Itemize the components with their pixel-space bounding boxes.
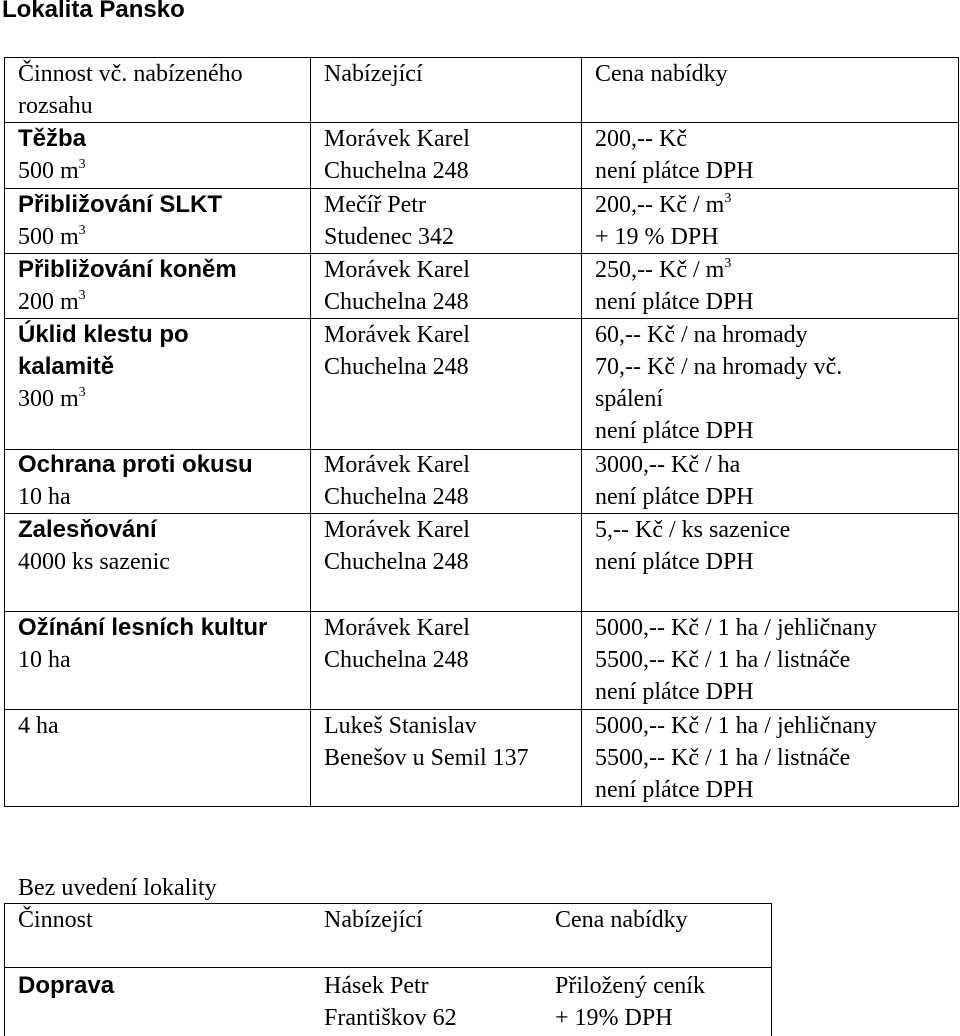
table-border [4, 967, 772, 968]
table-header-price: Cena nabídky [555, 907, 688, 933]
table-border [958, 57, 959, 807]
table-header-activity: Činnost vč. nabízeného rozsahu [18, 61, 243, 119]
table-row-price: 5000,-- Kč / 1 ha / jehličnany 5500,-- Kč / 1 ha / listnáče není plátce DPH [595, 713, 877, 803]
table-row-activity: Přibližování koněm 200 $m^3$ [18, 256, 237, 315]
table-border [4, 806, 958, 807]
table-row-activity: 4 ha [18, 713, 59, 739]
table-row-activity: Doprava [18, 972, 115, 999]
table-row-bidder: Morávek Karel Chuchelna 248 [324, 517, 470, 575]
section-title: Bez uvedení lokality [18, 875, 217, 901]
table-row-bidder: Morávek Karel Chuchelna 248 [324, 615, 470, 673]
table-row-activity: Ochrana proti okusu 10 ha [18, 451, 253, 510]
table-row-bidder: Morávek Karel Chuchelna 248 [324, 322, 470, 380]
table-row-price: 5,-- Kč / ks sazenice není plátce DPH [595, 517, 791, 575]
table-row-bidder: Mečíř Petr Studenec 342 [324, 192, 454, 250]
table-row-price: 5000,-- Kč / 1 ha / jehličnany 5500,-- Kč / 1 ha / listnáče není plátce DPH [595, 615, 877, 705]
table-border [581, 57, 582, 807]
table-row-price: 250,-- Kč / $m^3$ není plátce DPH [595, 256, 754, 315]
table-row-price: 60,-- Kč / na hromady 70,-- Kč / na hromady vč. spálení není plátce DPH [595, 322, 843, 444]
table-header-price: Cena nabídky [595, 61, 728, 87]
table-row-bidder: Lukeš Stanislav Benešov u Semil 137 [324, 713, 529, 771]
table-row-activity: Ožínání lesních kultur 10 ha [18, 614, 268, 673]
table-border [4, 903, 5, 1036]
table-header-bidder: Nabízející [324, 907, 423, 933]
table-border [4, 122, 958, 123]
table-row-bidder: Morávek Karel Chuchelna 248 [324, 257, 470, 315]
table-border [4, 57, 5, 807]
table-row-price: 3000,-- Kč / ha není plátce DPH [595, 452, 754, 510]
table-row-bidder: Morávek Karel Chuchelna 248 [324, 126, 470, 184]
table-border [771, 903, 772, 1036]
table-row-price: 200,-- Kč není plátce DPH [595, 126, 754, 184]
table-header-activity: Činnost [18, 907, 93, 933]
table-row-price: Přiložený ceník + 19% DPH [555, 973, 705, 1031]
table-row-activity: Přibližování SLKT 500 $m^3$ [18, 191, 223, 250]
table-row-price: 200,-- Kč / $m^3$ + 19 % DPH [595, 191, 732, 250]
table-header-bidder: Nabízející [324, 61, 423, 87]
table-row-bidder: Morávek Karel Chuchelna 248 [324, 452, 470, 510]
table-row-activity: Těžba 500 $m^3$ [18, 125, 87, 184]
page-title: Lokalita Pansko [2, 0, 185, 23]
table-row-activity: Úklid klestu po kalamitě 300 $m^3$ [18, 321, 189, 412]
table-border [310, 57, 311, 807]
table-row-activity: Zalesňování 4000 ks sazenic [18, 516, 170, 575]
table-row-bidder: Hásek Petr Františkov 62 [324, 973, 457, 1031]
